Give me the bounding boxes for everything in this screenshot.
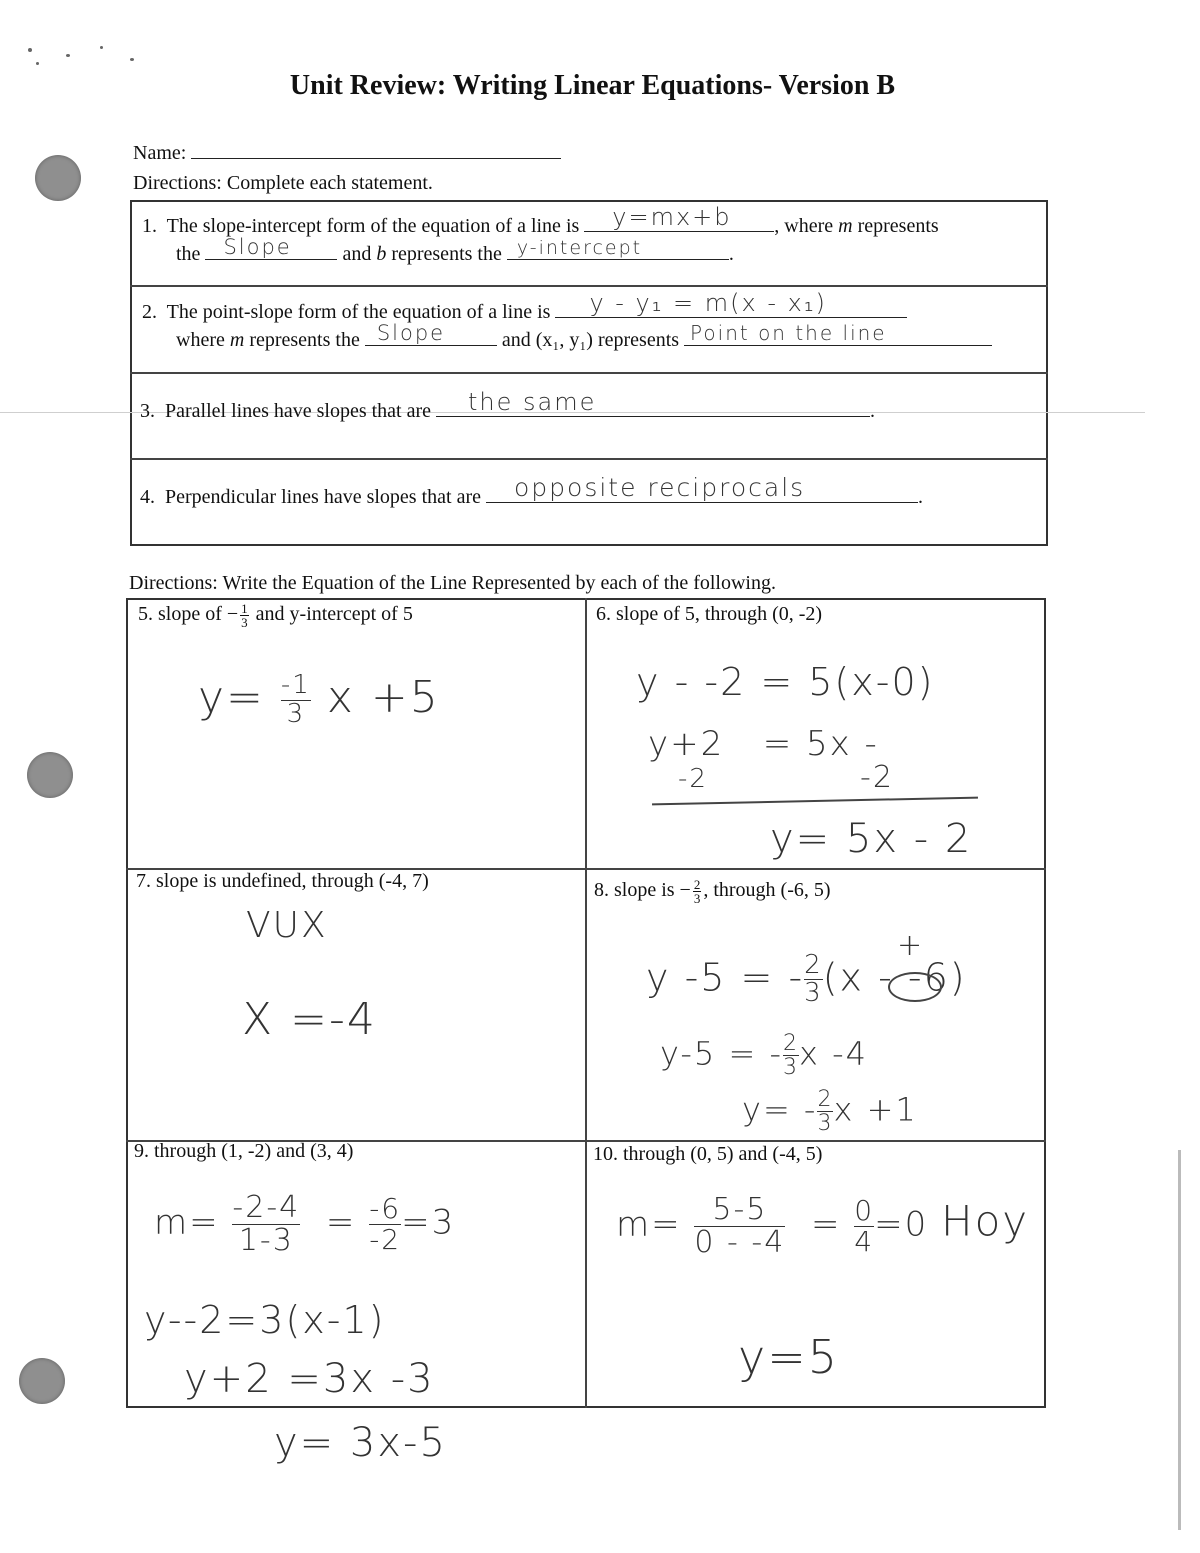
point-slope-m-blank[interactable] — [365, 321, 497, 346]
row-divider — [130, 372, 1048, 374]
problem-6-line-1: y - -2 = 5(x-0) — [636, 660, 935, 704]
problem-10-prompt: 10. through (0, 5) and (-4, 5) — [593, 1143, 823, 1165]
problem-8-line-2: y-5 = - $\frac{2}{3}$ x -4 — [660, 1031, 868, 1081]
name-field[interactable] — [191, 158, 561, 159]
answer-point-represents: Point on the line — [690, 321, 887, 345]
answer-point-slope-m: Slope — [376, 321, 446, 345]
problem-8-prompt: 8. slope is − $\frac{2}{3}$ , through (-6, 5) — [594, 877, 831, 906]
problem-9-line-3: y+2 =3x -3 — [184, 1356, 435, 1402]
scan-speck — [36, 62, 39, 65]
problem-9-prompt: 9. through (1, -2) and (3, 4) — [134, 1140, 354, 1162]
problem-7-prompt: 7. slope is undefined, through (-4, 7) — [136, 870, 429, 892]
problem-5-work: y= $\frac{-1}{3}$ x +5 — [198, 670, 440, 729]
scan-edge-line — [1178, 1150, 1181, 1530]
statement-2-line-1: 2. The point-slope form of the equation of a line is y - y₁ = m(x - x₁) — [142, 301, 907, 324]
problem-8-line-1: y -5 = - $\frac{2}{3}$ (x - -6) — [646, 950, 967, 1009]
m-represents-blank[interactable] — [205, 235, 337, 260]
answer-b-represents: y-intercept — [516, 237, 643, 259]
answer-slope-intercept-form: y=mx+b — [612, 203, 732, 231]
point-represents-blank[interactable] — [684, 321, 992, 346]
binder-hole — [35, 155, 81, 201]
scan-speck — [130, 58, 134, 61]
problem-7-answer: X =-4 — [242, 994, 377, 1045]
problem-8-circled-mark — [888, 972, 942, 1002]
problem-10-slope-work: m= $\frac{5-5}{0 - -4}$ = $\frac{0}{4}$ =0 Hoy — [616, 1192, 1030, 1260]
slope-intercept-form-blank[interactable] — [584, 203, 774, 232]
statement-3: 3. Parallel lines have slopes that are the same . — [140, 388, 876, 422]
problem-7-note: VUX — [246, 905, 328, 946]
row-divider — [130, 285, 1048, 287]
column-divider — [585, 598, 587, 1408]
name-label: Name: — [133, 142, 187, 164]
problem-9-answer: y= 3x-5 — [274, 1420, 447, 1466]
answer-point-slope-form: y - y₁ = m(x - x₁) — [589, 289, 827, 317]
problem-10-hoy-note: Hoy — [941, 1196, 1030, 1246]
binder-hole — [27, 752, 73, 798]
fraction: $\frac{1}{3}$ — [241, 601, 248, 630]
answer-m-represents: Slope — [223, 235, 292, 259]
directions-complete: Directions: Complete each statement. — [133, 172, 433, 194]
scan-speck — [100, 46, 103, 49]
answer-perpendicular-slopes: opposite reciprocals — [514, 473, 806, 502]
problem-9-line-2: y--2=3(x-1) — [144, 1298, 386, 1342]
problem-6-line-2: y+2 = 5x - — [648, 724, 879, 764]
point-slope-form-blank[interactable] — [555, 289, 907, 318]
problem-9-slope-work: m= $\frac{-2-4}{1-3}$ = $\frac{-6}{-2}$ =3 — [154, 1190, 456, 1258]
statement-1-line-1: 1. The slope-intercept form of the equation of a line is y=mx+b , where m represents — [142, 203, 939, 237]
answer-parallel-slopes: the same — [468, 388, 597, 416]
problem-6-answer: y= 5x - 2 — [770, 816, 973, 862]
problem-6-line-3b: -2 — [860, 760, 894, 795]
statement-1-line-2: the Slope and b represents the y-intercept . — [176, 235, 734, 265]
name-row — [133, 142, 561, 165]
perpendicular-slopes-blank[interactable] — [486, 473, 918, 503]
problem-6-prompt: 6. slope of 5, through (0, -2) — [596, 603, 823, 625]
directions-write-equation: Directions: Write the Equation of the Line Represented by each of the following. — [129, 572, 776, 594]
statement-4: 4. Perpendicular lines have slopes that are opposite reciprocals . — [140, 473, 923, 508]
row-divider — [130, 458, 1048, 460]
problem-8-plus-mark: + — [897, 928, 925, 963]
scan-speck — [66, 54, 70, 57]
problem-6-line-3a: -2 — [678, 764, 708, 794]
problem-10-answer: y=5 — [738, 1330, 840, 1384]
b-represents-blank[interactable] — [507, 237, 729, 260]
binder-hole — [19, 1358, 65, 1404]
fraction: $\frac{2}{3}$ — [693, 877, 701, 906]
problem-8-answer: y= - $\frac{2}{3}$ x +1 — [742, 1087, 918, 1137]
statement-2-line-2: where m represents the Slope and (x₁, y₁) represents Point on the line — [176, 329, 992, 352]
scan-speck — [28, 48, 32, 52]
page-title: Unit Review: Writing Linear Equations- Version B — [289, 70, 896, 101]
problem-5-prompt: 5. slope of − $\frac{1}{3}$ and y-intercept of 5 — [138, 601, 413, 630]
